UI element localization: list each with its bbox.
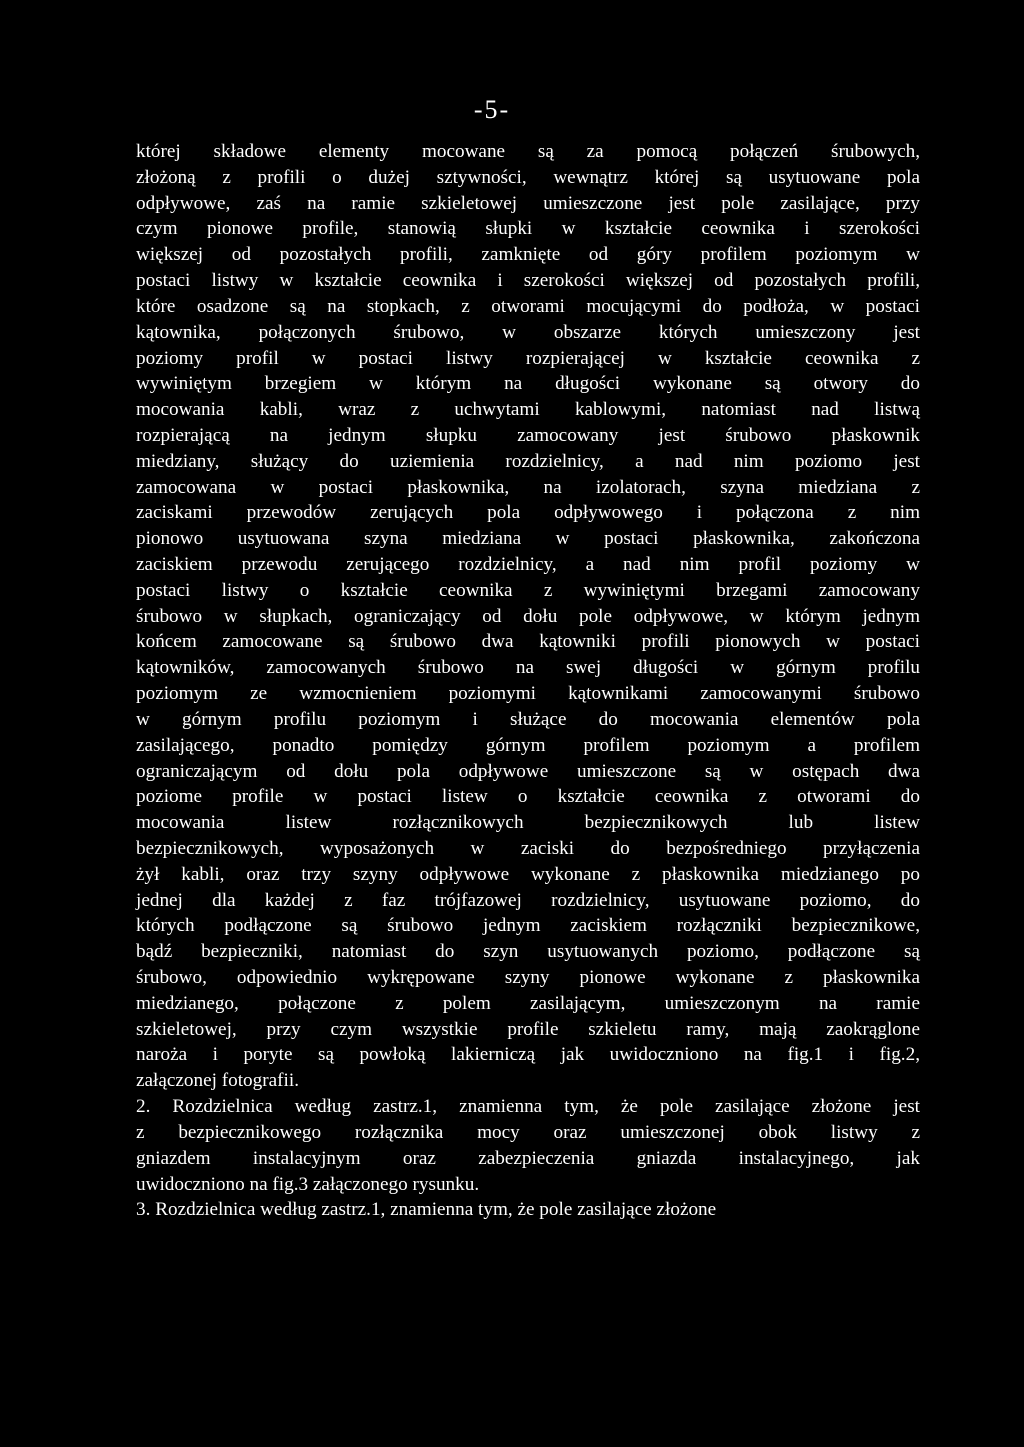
text-line: ograniczającym od dołu pola odpływowe umieszczone są w ostępach dwa	[136, 760, 920, 782]
text-line: miedzianego, połączone z polem zasilającym, umieszczonym na ramie	[136, 992, 920, 1014]
text-line: śrubowo, odpowiednio wykrępowane szyny pionowe wykonane z płaskownika	[136, 967, 920, 988]
text-line: poziomym ze wzmocnieniem poziomymi kątownikami zamocowanymi śrubowo	[136, 683, 920, 705]
text-line: mocowania kabli, wraz z uchwytami kablowymi, natomiast nad listwą	[136, 399, 920, 421]
text-line: szkieletowej, przy czym wszystkie profile szkieletu ramy, mają zaokrąglone	[136, 1018, 920, 1040]
text-line: 3. Rozdzielnica według zastrz.1, znamienna tym, że pole zasilające złożone	[136, 1199, 717, 1221]
text-line: załączonej fotografii.	[136, 1070, 300, 1092]
page-number: -5-	[473, 95, 511, 124]
text-line: pionowo usytuowana szyna miedziana w postaci płaskownika, zakończona	[136, 528, 920, 550]
text-line: rozpierającą na jednym słupku zamocowany jest śrubowo płaskownik	[136, 424, 920, 446]
text-line: postaci listwy w kształcie ceownika i szerokości większej od pozostałych profili,	[136, 270, 920, 292]
text-line: większej od pozostałych profili, zamknięte od góry profilem poziomym w	[136, 244, 920, 266]
text-line: złożoną z profili o dużej sztywności, wewnątrz której są usytuowane pola	[136, 166, 920, 188]
text-line: mocowania listew rozłącznikowych bezpiecznikowych lub listew	[136, 812, 920, 834]
text-line: poziomy profil w postaci listwy rozpierającej w kształcie ceownika z	[136, 347, 920, 369]
text-line: której składowe elementy mocowane są za pomocą połączeń śrubowych,	[136, 141, 920, 162]
text-line: w górnym profilu poziomym i służące do mocowania elementów pola	[136, 708, 920, 730]
text-line: końcem zamocowane są śrubowo dwa kątowniki profili pionowych w postaci	[136, 631, 920, 653]
text-line: z bezpiecznikowego rozłącznika mocy oraz umieszczonej obok listwy z	[136, 1121, 920, 1143]
claims-text	[136, 139, 920, 1223]
text-line: miedziany, służący do uziemienia rozdzielnicy, a nad nim poziomo jest	[136, 450, 920, 472]
text-line: naroża i poryte są powłoką lakierniczą jak uwidoczniono na fig.1 i fig.2,	[136, 1044, 920, 1066]
claim-3	[136, 1197, 920, 1223]
text-line: kątowników, zamocowanych śrubowo na swej długości w górnym profilu	[136, 657, 920, 679]
text-line: bezpiecznikowych, wyposażonych w zaciski do bezpośredniego przyłączenia	[136, 837, 920, 859]
text-line: zaciskami przewodów zerujących pola odpływowego i połączona z nim	[136, 502, 920, 524]
text-line: uwidoczniono na fig.3 załączonego rysunku.	[136, 1173, 480, 1195]
text-line: żył kabli, oraz trzy szyny odpływowe wykonane z płaskownika miedzianego po	[136, 863, 920, 885]
text-line: kątownika, połączonych śrubowo, w obszarze których umieszczony jest	[136, 321, 920, 343]
text-line: postaci listwy o kształcie ceownika z wywiniętymi brzegami zamocowany	[136, 579, 920, 601]
text-line: jednej dla każdej z faz trójfazowej rozdzielnicy, usytuowane poziomo, do	[136, 889, 920, 911]
text-line: poziome profile w postaci listew o kształcie ceownika z otworami do	[136, 786, 920, 808]
text-line: 2. Rozdzielnica według zastrz.1, znamienna tym, że pole zasilające złożone jest	[136, 1096, 920, 1118]
text-line: bądź bezpieczniki, natomiast do szyn usytuowanych poziomo, podłączone są	[136, 941, 920, 963]
claim-2	[136, 1094, 920, 1197]
text-line: wywiniętym brzegiem w którym na długości wykonane są otwory do	[136, 373, 920, 395]
text-line: zaciskiem przewodu zerującego rozdzielnicy, a nad nim profil poziomy w	[136, 554, 920, 575]
text-line: gniazdem instalacyjnym oraz zabezpieczenia gniazda instalacyjnego, jak	[136, 1147, 920, 1169]
text-line: zasilającego, ponadto pomiędzy górnym profilem poziomym a profilem	[136, 734, 920, 756]
text-line: których podłączone są śrubowo jednym zaciskiem rozłączniki bezpiecznikowe,	[136, 915, 920, 937]
text-line: zamocowana w postaci płaskownika, na izolatorach, szyna miedziana z	[136, 476, 920, 498]
text-line: które osadzone są na stopkach, z otworami mocującymi do podłoża, w postaci	[136, 295, 920, 317]
text-line: odpływowe, zaś na ramie szkieletowej umieszczone jest pole zasilające, przy	[136, 192, 920, 214]
text-line: czym pionowe profile, stanowią słupki w kształcie ceownika i szerokości	[136, 218, 920, 240]
claim-1-continuation	[136, 139, 920, 1094]
text-line: śrubowo w słupkach, ograniczający od dołu pole odpływowe, w którym jednym	[136, 605, 920, 627]
